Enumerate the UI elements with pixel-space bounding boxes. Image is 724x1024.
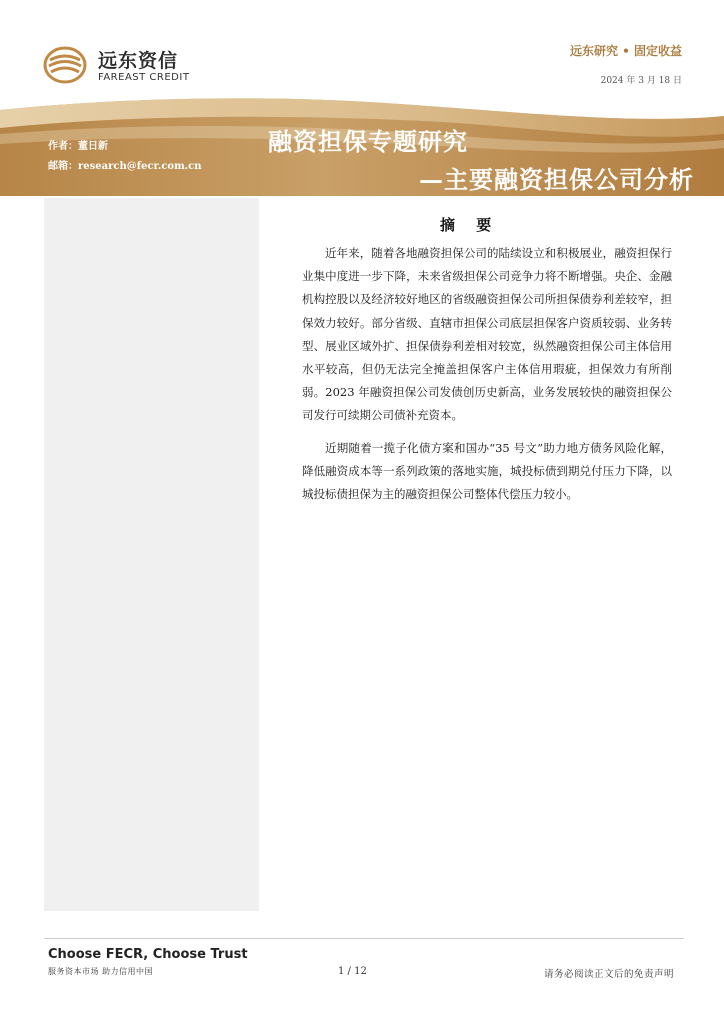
company-logo (42, 44, 202, 90)
report-title: 融资担保专题研究 (268, 127, 468, 156)
abstract-heading: 摘 要 (440, 216, 500, 234)
footer-slogan: Choose FECR, Choose Trust (48, 947, 248, 962)
abstract-body (302, 242, 672, 515)
logo-name-en: FAREAST CREDIT (98, 72, 190, 83)
report-date: 2024 年 3 月 18 日 (600, 76, 682, 86)
footer-disclaimer: 请务必阅读正文后的免责声明 (543, 969, 674, 980)
sidebar-panel (44, 198, 259, 911)
abstract-paragraph: 近年来，随着各地融资担保公司的陆续设立和积极展业，融资担保行业集中度进一步下降，未来省级担保公司竞争力将不断增强。央企、金融机构控股以及经济较好地区的省级融资担保公司所担保债券利差较窄，担保效力较好。部分省级、直辖市担保公司底层担保客户资质较弱、业务转型、展业区域外扩、担保债券利差相对较宽，纵然融资担保公司主体信用水平较高，但仍无法完全掩盖担保客户主体信用瑕疵，担保效力有所削弱。2023 年融资担保公司发债创历史新高，业务发展较快的融资担保公司发行可续期公司债补充资本。 (302, 246, 672, 423)
logo-mark-icon (42, 44, 88, 86)
abstract-paragraph: 近期随着一揽子化债方案和国办“35 号文”助力地方债务风险化解，降低融资成本等一系列政策的落地实施，城投标债到期兑付压力下降，以城投标债担保为主的融资担保公司整体代偿压力较小。 (302, 440, 672, 502)
report-subtitle: —主要融资担保公司分析 (419, 165, 694, 194)
report-series: 远东研究 • 固定收益 (569, 44, 682, 58)
page-number: 1 / 12 (338, 966, 367, 977)
email-link[interactable]: 邮箱：research@fecr.com.cn (48, 161, 202, 172)
footer-slogan-sub: 服务资本市场 助力信用中国 (48, 967, 154, 976)
logo-name-cn: 远东资信 (98, 50, 179, 72)
footer-divider (44, 938, 684, 939)
author-line: 作者：董日新 (48, 141, 108, 152)
